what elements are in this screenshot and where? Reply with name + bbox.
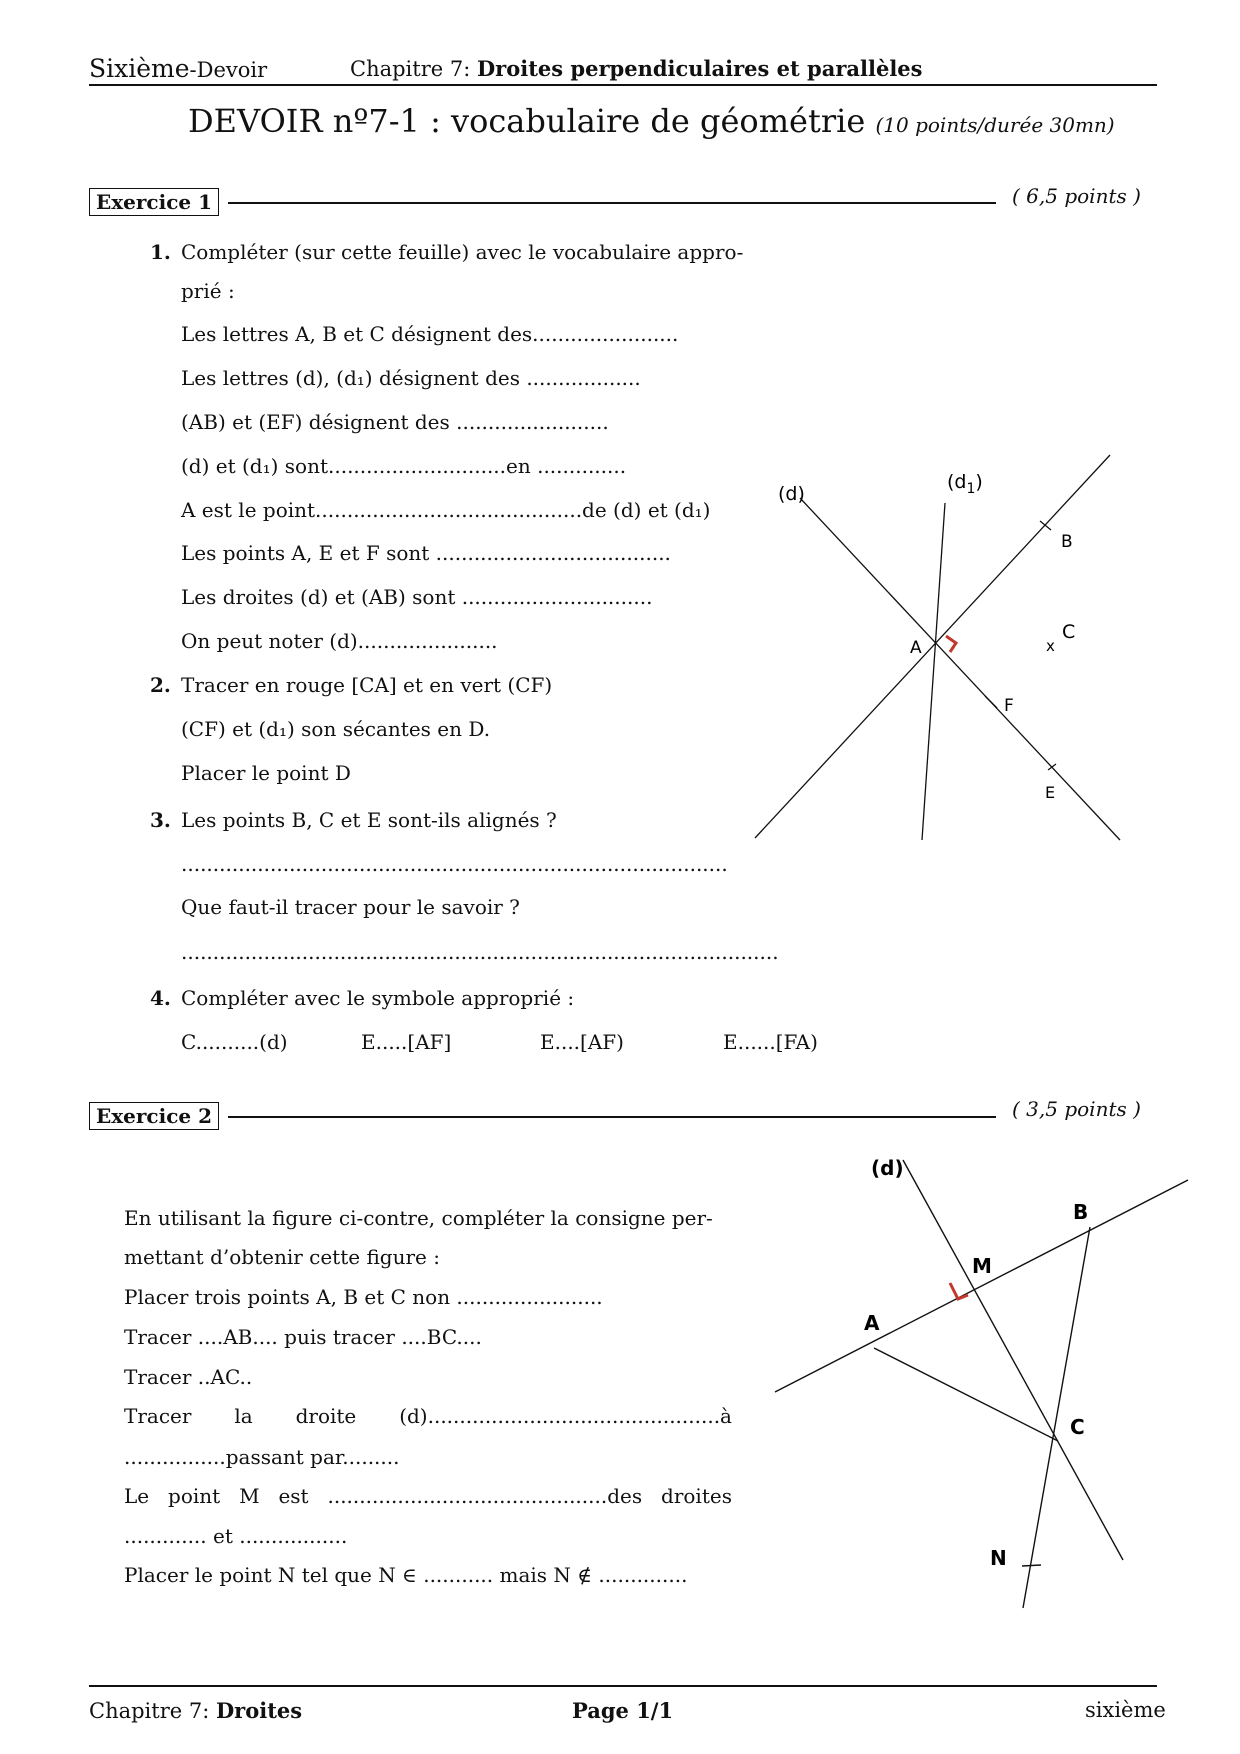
label-d: (d) [778, 483, 805, 505]
q4-text: Compléter avec le symbole approprié : [181, 986, 575, 1010]
q1-text-a: Compléter (sur cette feuille) avec le vocabulaire appro- [181, 240, 744, 264]
figure-2 [760, 1140, 1200, 1620]
q3-answer-line[interactable]: .............................................................................................. [181, 940, 779, 964]
q1-line: Les lettres A, B et C désignent des....................... [181, 322, 679, 346]
label-B: B [1061, 532, 1073, 552]
label-F: F [1004, 696, 1014, 716]
label-A: A [864, 1311, 880, 1335]
q4-item[interactable]: E......[FA) [723, 1030, 818, 1054]
exercise-2-label: Exercice 2 [89, 1102, 219, 1130]
q2-number: 2. [150, 673, 171, 697]
right-angle-mark [950, 1283, 968, 1299]
q4-number: 4. [150, 986, 171, 1010]
footer-chapter [89, 1698, 302, 1723]
label-C: C [1070, 1415, 1085, 1439]
footer-chapter-title: Droites [215, 1698, 303, 1723]
line-AB [755, 455, 1110, 838]
word: point [168, 1484, 221, 1508]
word: (d)..............................................à [399, 1404, 732, 1428]
label-B: B [1073, 1200, 1089, 1224]
footer-chapter-prefix: Chapitre 7: [89, 1699, 216, 1723]
q2-line: Tracer en rouge [CA] et en vert (CF) [181, 673, 553, 697]
q4-item[interactable]: E.....[AF] [361, 1030, 452, 1054]
exercise-1-points: ( 6,5 points ) [1012, 184, 1141, 208]
ex2-line: Tracer ..AC.. [124, 1365, 253, 1389]
ex2-line: Placer le point N tel que N ∈ ........... mais N ∉ .............. [124, 1563, 688, 1587]
q3-line: Que faut-il tracer pour le savoir ? [181, 895, 520, 919]
q4-item[interactable]: C..........(d) [181, 1030, 288, 1054]
word: droite [295, 1404, 357, 1428]
ex2-line: ................passant par......... [124, 1445, 400, 1469]
figure-1 [740, 450, 1140, 850]
segment-AC [874, 1348, 1058, 1441]
q1-line: Les points A, E et F sont ..................................... [181, 541, 671, 565]
header-level [89, 54, 267, 83]
word: ............................................des [327, 1484, 643, 1508]
header-chapter-prefix: Chapitre 7: [350, 57, 477, 81]
q3-answer-line[interactable]: ...................................................................................... [181, 852, 728, 876]
word: Le [124, 1484, 150, 1508]
q3-number: 3. [150, 808, 171, 832]
right-angle-mark [946, 636, 956, 652]
word: est [278, 1484, 309, 1508]
exercise-2-rule [228, 1116, 996, 1118]
ex2-line: ............. et ................. [124, 1524, 348, 1548]
q1-line: Les droites (d) et (AB) sont .............................. [181, 585, 653, 609]
q1-line: (AB) et (EF) désignent des ........................ [181, 410, 609, 434]
ex2-line-justified [124, 1484, 732, 1508]
exercise-1-label: Exercice 1 [89, 188, 219, 216]
word: droites [661, 1484, 732, 1508]
q1-number: 1. [150, 240, 171, 264]
line-d1 [922, 503, 945, 840]
q4-item[interactable]: E....[AF) [540, 1030, 624, 1054]
q1-line: A est le point..........................................de (d) et (d₁) [181, 498, 711, 522]
line-AB [775, 1180, 1188, 1392]
label-A: A [910, 638, 922, 658]
ex2-line: Placer trois points A, B et C non ....................... [124, 1285, 603, 1309]
exercise-2-points: ( 3,5 points ) [1012, 1097, 1141, 1121]
q1-line: Les lettres (d), (d₁) désignent des .................. [181, 366, 641, 390]
tick-N [1022, 1565, 1041, 1566]
q2-line: (CF) et (d₁) son sécantes en D. [181, 717, 491, 741]
label-M: M [972, 1254, 992, 1278]
header-chapter-title: Droites perpendiculaires et parallèles [476, 56, 923, 81]
page-number: Page 1/1 [572, 1698, 674, 1723]
ex2-intro-a: En utilisant la figure ci-contre, compléter la consigne per- [124, 1206, 713, 1230]
footer-level: sixième [1085, 1698, 1166, 1722]
q2-line: Placer le point D [181, 761, 351, 785]
q1-line: (d) et (d₁) sont............................en .............. [181, 454, 627, 478]
q1-line: On peut noter (d)...................... [181, 629, 498, 653]
ex2-line-justified [124, 1404, 732, 1428]
q3-line: Les points B, C et E sont-ils alignés ? [181, 808, 557, 832]
label-E: E [1045, 783, 1056, 802]
footer-rule [89, 1685, 1157, 1687]
q1-text-b: prié : [181, 279, 235, 303]
header-level-big: Sixième [89, 54, 190, 83]
ex2-intro-b: mettant d’obtenir cette figure : [124, 1245, 440, 1269]
line-d [903, 1160, 1123, 1560]
label-d1: $(d_1)$ [947, 471, 983, 497]
title-main: DEVOIR nº7-1 : vocabulaire de géométrie [188, 102, 866, 140]
header-chapter [350, 56, 923, 81]
tick-F [985, 696, 997, 708]
header-rule [89, 84, 1157, 86]
exercise-1-rule [228, 202, 996, 204]
title-sub: (10 points/durée 30mn) [875, 113, 1115, 137]
word: Tracer [124, 1404, 192, 1428]
word: M [239, 1484, 260, 1508]
header-level-small: -Devoir [189, 58, 268, 82]
label-N: N [990, 1546, 1007, 1570]
word: la [234, 1404, 253, 1428]
mark-C: x [1046, 637, 1055, 655]
ex2-line: Tracer ....AB.... puis tracer ....BC.... [124, 1325, 482, 1349]
page-title [188, 102, 1115, 140]
label-C: C [1062, 621, 1076, 643]
label-d: (d) [871, 1156, 904, 1180]
